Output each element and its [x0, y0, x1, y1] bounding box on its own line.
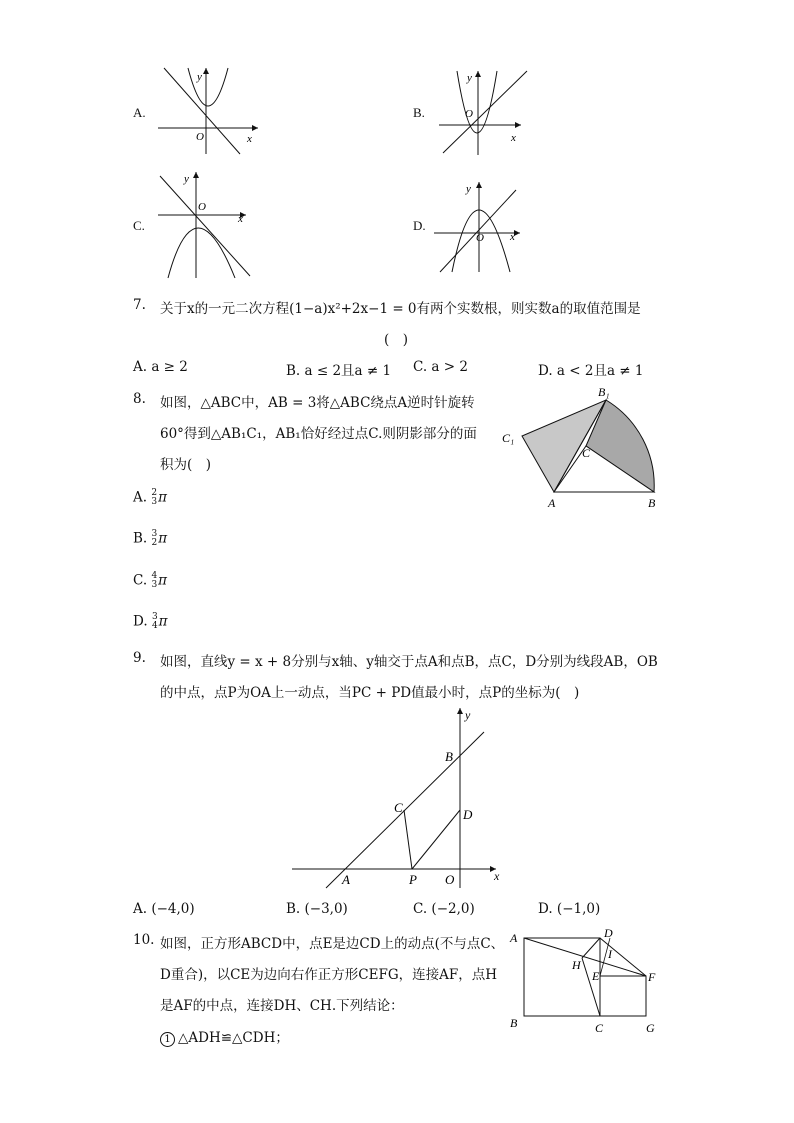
q8-option-d: D. 3 4 π [133, 612, 168, 631]
svg-text:D: D [463, 807, 473, 822]
svg-text:O: O [465, 108, 473, 120]
q9-option-c: C. (−2,0) [413, 901, 475, 917]
q9-option-a: A. (−4,0) [133, 901, 195, 917]
q8-figure [498, 380, 668, 512]
q9-number: 9. [133, 650, 146, 666]
q7-option-a: A. a ≥ 2 [133, 359, 188, 375]
q10-item1: 1 △ADH≌△CDH； [160, 1026, 289, 1047]
svg-text:C: C [582, 446, 591, 460]
svg-text:x: x [238, 213, 243, 225]
axis-x-label: x [247, 133, 252, 145]
svg-text:I: I [608, 947, 612, 961]
q10-line2: D重合)，以CE为边向右作正方形CEFG，连接AF，点H [160, 967, 497, 983]
q7-option-d: D. a < 2且a ≠ 1 [538, 363, 644, 379]
svg-text:E: E [592, 969, 600, 983]
svg-text:H: H [572, 958, 581, 972]
q8-option-c: C. 4 3 π [133, 571, 168, 590]
svg-text:C: C [595, 1021, 604, 1035]
q6-option-d-label: D. [413, 218, 426, 233]
q9-figure [288, 702, 508, 892]
q9-line2: 的中点，点P为OA上一动点，当PC + PD值最小时，点P的坐标为( ) [160, 685, 580, 701]
origin-label: O [196, 131, 204, 143]
item-number-circle: 1 [160, 1032, 175, 1047]
q6-graph-b [435, 65, 530, 157]
q8-line2: 60°得到△AB₁C₁，AB₁恰好经过点C.则阴影部分的面 [160, 426, 477, 442]
q7-number: 7. [133, 297, 146, 313]
svg-text:B: B [445, 749, 453, 764]
q9-line1: 如图，直线y = x + 8分别与x轴、y轴交于点A和点B，点C，D分别为线段AB，OB [160, 654, 658, 670]
q8-line1: 如图，△ABC中，AB = 3将△ABC绕点A逆时针旋转 [160, 395, 475, 411]
svg-text:O: O [476, 232, 484, 244]
svg-text:A: A [510, 931, 518, 945]
q6-graph-c [150, 168, 255, 280]
q7-stem: 关于x的一元二次方程(1−a)x²+2x−1 = 0有两个实数根，则实数a的取值范围是 [160, 301, 641, 317]
axis-y-label: y [197, 71, 202, 83]
svg-text:x: x [510, 231, 515, 243]
q6-option-a-label: A. [133, 105, 146, 120]
svg-text:O: O [445, 872, 455, 887]
svg-text:D: D [604, 926, 613, 940]
svg-text:y: y [465, 708, 471, 722]
q8-number: 8. [133, 391, 146, 407]
q10-number: 10. [133, 932, 155, 948]
q10-figure [506, 926, 666, 1038]
q10-line3: 是AF的中点，连接DH、CH.下列结论： [160, 998, 404, 1014]
q7-option-b: B. a ≤ 2且a ≠ 1 [286, 363, 392, 379]
svg-text:A: A [548, 496, 556, 510]
svg-text:C₁: C₁ [502, 431, 515, 445]
q9-option-d: D. (−1,0) [538, 901, 601, 917]
q6-option-c-label: C. [133, 218, 145, 233]
q7-blank: ( ) [384, 332, 409, 348]
svg-text:x: x [511, 132, 516, 144]
q10-line1: 如图，正方形ABCD中，点E是边CD上的动点(不与点C、 [160, 936, 505, 952]
q6-graph-d [430, 178, 530, 274]
svg-text:y: y [466, 183, 471, 195]
svg-text:y: y [467, 72, 472, 84]
svg-text:B: B [510, 1016, 518, 1030]
svg-text:A: A [342, 872, 350, 887]
q9-option-b: B. (−3,0) [286, 901, 348, 917]
svg-text:G: G [646, 1021, 655, 1035]
svg-text:C: C [394, 800, 403, 815]
q8-line3: 积为( ) [160, 457, 212, 473]
svg-text:y: y [184, 173, 189, 185]
svg-text:B: B [648, 496, 656, 510]
q6-option-b-label: B. [413, 105, 425, 120]
svg-text:x: x [494, 869, 500, 883]
q8-option-a: A. 2 3 π [133, 488, 167, 507]
q6-graph-a [150, 62, 265, 158]
svg-text:P: P [409, 872, 417, 887]
svg-text:F: F [648, 970, 656, 984]
svg-text:B₁: B₁ [598, 385, 610, 399]
q7-option-c: C. a > 2 [413, 359, 468, 375]
svg-text:O: O [198, 201, 206, 213]
q8-option-b: B. 3 2 π [133, 529, 168, 548]
